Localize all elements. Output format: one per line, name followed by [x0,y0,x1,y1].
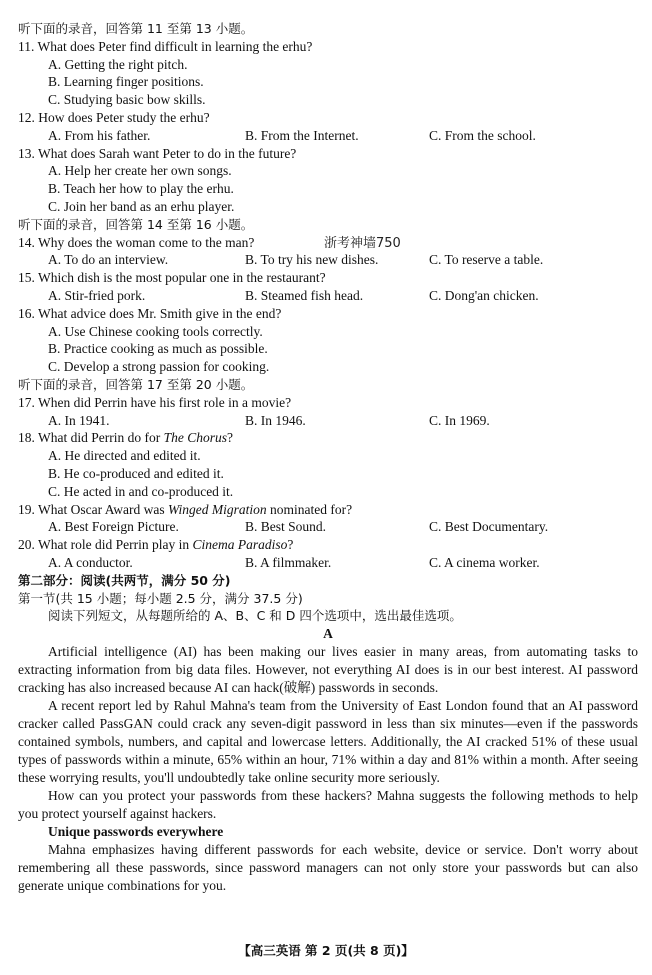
question-12-stem: 12. How does Peter study the erhu? [18,109,210,125]
question-19-option-c: C. Best Documentary. [429,519,549,535]
question-15-option-b: B. Steamed fish head. [245,287,364,303]
question-12-options [18,127,638,145]
question-18-option-a: A. He directed and edited it. [48,448,201,464]
question-19-options [18,518,638,536]
question-15-stem: 15. Which dish is the most popular one in the restaurant? [18,270,326,286]
question-18-stem [18,429,638,447]
question-19-stem [18,501,638,519]
question-19-option-b: B. Best Sound. [245,519,327,535]
section-heading-11-13: 听下面的录音，回答第 11 至第 13 小题。 [18,21,254,36]
question-20-option-a: A. A conductor. [48,554,133,570]
question-13-option-c: C. Join her band as an erhu player. [48,198,235,214]
question-19-option-a: A. Best Foreign Picture. [48,519,179,535]
question-16-stem: 16. What advice does Mr. Smith give in the end? [18,305,282,321]
reading-instructions: 阅读下列短文，从每题所给的 A、B、C 和 D 四个选项中，选出最佳选项。 [48,608,462,624]
question-12-option-a: A. From his father. [48,127,151,143]
section-heading-17-20: 听下面的录音，回答第 17 至第 20 小题。 [18,376,254,392]
question-20-film-title: Cinema Paradiso [192,537,288,553]
question-18-option-c: C. He acted in and co-produced it. [48,483,234,499]
question-17-option-a: A. In 1941. [48,412,110,428]
passage-paragraph-3: How can you protect your passwords from these hackers? Mahna suggests the following methods to help you protect yourself against hackers. [18,787,638,821]
question-20-option-b: B. A filmmaker. [245,554,332,570]
question-14-option-b: B. To try his new dishes. [245,252,379,268]
question-20-stem-end: ? [287,537,294,553]
passage-label: A [323,626,333,642]
passage-subheading: Unique passwords everywhere [48,823,224,839]
question-14-stem: 14. Why does the woman come to the man? [18,234,255,250]
question-18-stem-text: 18. What did Perrin do for [18,430,164,446]
passage-paragraph-1: Artificial intelligence (AI) has been making our lives easier in many areas, from automating tasks to extracting information from big data files. However, not everything AI does is in our best interest. AI password cracking has also increased because AI can hack(破解) passwords in seconds. [18,643,638,695]
question-20-option-c: C. A cinema worker. [429,554,540,570]
question-14-options [18,251,638,269]
question-17-stem: 17. When did Perrin have his first role in a movie? [18,394,292,410]
question-18-stem-end: ? [227,430,233,446]
question-14-option-a: A. To do an interview. [48,252,169,268]
question-18-option-b: B. He co-produced and edited it. [48,465,224,481]
question-11-option-c: C. Studying basic bow skills. [48,92,206,108]
question-15-option-a: A. Stir-fried pork. [48,287,146,303]
passage-paragraph-2: A recent report led by Rahul Mahna's team from the University of East London found that an AI password cracker called PassGAN could crack any seven-digit password in less than six minutes—even if the passwords contained symbols, numbers, and capital and lowercase letters. Additionally, the AI cracked 51% of these usual types of passwords within a minute, 65% within an hour, 71% within a day and 81% within a month. After seeing these worrying results, you'll undoubtedly take online security more seriously. [18,697,638,785]
question-15-options [18,287,638,305]
page-footer: 【高三英语 第 2 页(共 8 页)】 [238,943,414,958]
part-two-heading: 第二部分：阅读(共两节，满分 50 分) [18,572,231,588]
section-one-heading: 第一节(共 15 小题；每小题 2.5 分，满分 37.5 分) [18,590,303,606]
watermark-text: 浙考神墙750 [324,236,401,251]
question-15-option-c: C. Dong'an chicken. [429,287,539,303]
question-13-stem: 13. What does Sarah want Peter to do in the future? [18,145,297,161]
question-19-stem-end: nominated for? [266,501,353,517]
question-20-stem [18,536,638,554]
question-20-stem-text: 20. What role did Perrin play in [18,537,193,553]
question-12-option-b: B. From the Internet. [245,127,359,143]
section-heading-14-16: 听下面的录音，回答第 14 至第 16 小题。 [18,216,254,232]
question-11-stem: 11. What does Peter find difficult in learning the erhu? [18,38,313,54]
passage-paragraph-4: Mahna emphasizes having different passwords for each website, device or service. Don't worry about remembering all these passwords, since password managers can not only store your passwords but can also generate unique combinations for you. [18,841,638,893]
question-19-stem-text: 19. What Oscar Award was [18,501,168,517]
question-17-options [18,412,638,430]
question-18-film-title: The Chorus [163,430,227,446]
question-16-option-a: A. Use Chinese cooking tools correctly. [48,323,263,339]
question-16-option-c: C. Develop a strong passion for cooking. [48,359,270,375]
question-11-option-b: B. Learning finger positions. [48,74,204,90]
question-13-option-a: A. Help her create her own songs. [48,163,232,179]
question-13-option-b: B. Teach her how to play the erhu. [48,181,234,197]
question-20-options [18,554,638,572]
question-17-option-c: C. In 1969. [429,412,490,428]
question-17-option-b: B. In 1946. [245,412,306,428]
question-14-option-c: C. To reserve a table. [429,252,544,268]
question-12-option-c: C. From the school. [429,127,536,143]
question-11-option-a: A. Getting the right pitch. [48,56,188,72]
question-19-film-title: Winged Migration [167,501,267,517]
question-16-option-b: B. Practice cooking as much as possible. [48,341,268,357]
